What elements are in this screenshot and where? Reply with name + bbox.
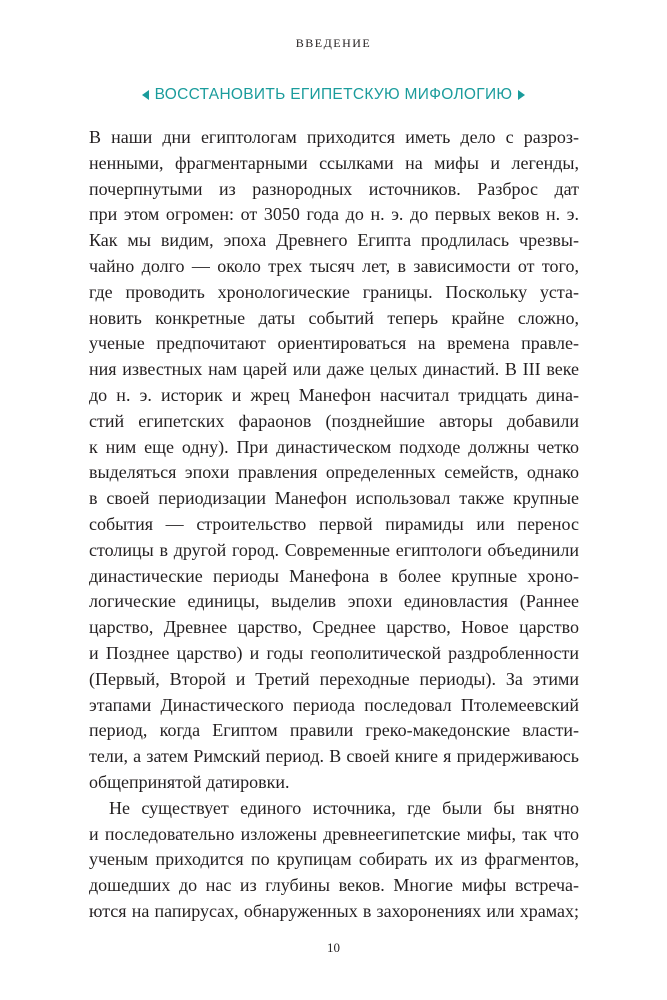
text-line: дошедших до нас из глубины веков. Многие мифы встреча- <box>89 875 579 896</box>
section-heading-text: ВОССТАНОВИТЬ ЕГИПЕТСКУЮ МИФОЛОГИЮ <box>154 86 513 103</box>
text-line: к ним еще одну). При династическом подходе должны четко <box>89 436 579 457</box>
text-line: период, когда Египтом правили греко-македонские власти- <box>89 720 579 741</box>
text-line: почерпнутыми из разнородных источников. Разброс дат <box>89 178 579 199</box>
text-line: логические единицы, выделив эпохи единовластия (Раннее <box>89 591 579 612</box>
text-line: в своей периодизации Манефон использовал также крупные <box>89 488 579 509</box>
text-line: где проводить хронологические границы. Поскольку уста- <box>89 281 579 302</box>
text-line: Как мы видим, эпоха Древнего Египта продлилась чрезвы- <box>89 230 579 251</box>
running-head: ВВЕДЕНИЕ <box>295 36 372 50</box>
text-line: и Позднее царство) и годы геополитической раздробленности <box>89 642 579 663</box>
text-line: столицы в другой город. Современные египтологи объединили <box>89 539 579 560</box>
text-line: царство, Древнее царство, Среднее царство, Новое царство <box>89 617 579 638</box>
text-line: общепринятой датировки. <box>89 771 290 792</box>
text-line: чайно долго — около трех тысяч лет, в зависимости от того, <box>89 255 579 276</box>
text-line: новить конкретные даты событий теперь крайне сложно, <box>89 307 579 328</box>
section-heading <box>0 86 667 104</box>
body-text <box>89 125 579 925</box>
text-line: ученые предпочитают ориентироваться на времена правле- <box>89 333 579 354</box>
text-line: ния известных нам царей или даже целых династий. В III веке <box>89 359 579 380</box>
text-line: и последовательно изложены древнеегипетские мифы, так что <box>89 823 579 844</box>
text-line: до н. э. историк и жрец Манефон насчитал тридцать дина- <box>89 384 579 405</box>
page-number: 10 <box>327 940 340 955</box>
text-line: стий египетских фараонов (позднейшие авторы добавили <box>89 410 579 431</box>
triangle-right-icon <box>518 90 525 100</box>
text-line: ются на папирусах, обнаруженных в захоронениях или храмах; <box>89 900 579 921</box>
text-line: при этом огромен: от 3050 года до н. э. до первых веков н. э. <box>89 204 579 225</box>
text-line: выделяться эпохи правления определенных семейств, однако <box>89 462 579 483</box>
triangle-left-icon <box>142 90 149 100</box>
text-line: В наши дни египтологам приходится иметь дело с разроз- <box>89 127 579 147</box>
text-line: события — строительство первой пирамиды или перенос <box>89 513 579 534</box>
text-line: Не существует единого источника, где были бы внятно <box>109 797 579 818</box>
text-line: династические периоды Манефона в более крупные хроно- <box>89 565 579 586</box>
text-line: (Первый, Второй и Третий переходные периоды). За этими <box>89 668 579 689</box>
text-line: ненными, фрагментарными ссылками на мифы и легенды, <box>89 152 579 173</box>
text-line: этапами Династического периода последовал Птолемеевский <box>89 694 579 715</box>
text-line: тели, а затем Римский период. В своей книге я придерживаюсь <box>89 746 579 767</box>
text-line: ученым приходится по крупицам собирать их из фрагментов, <box>89 849 579 870</box>
